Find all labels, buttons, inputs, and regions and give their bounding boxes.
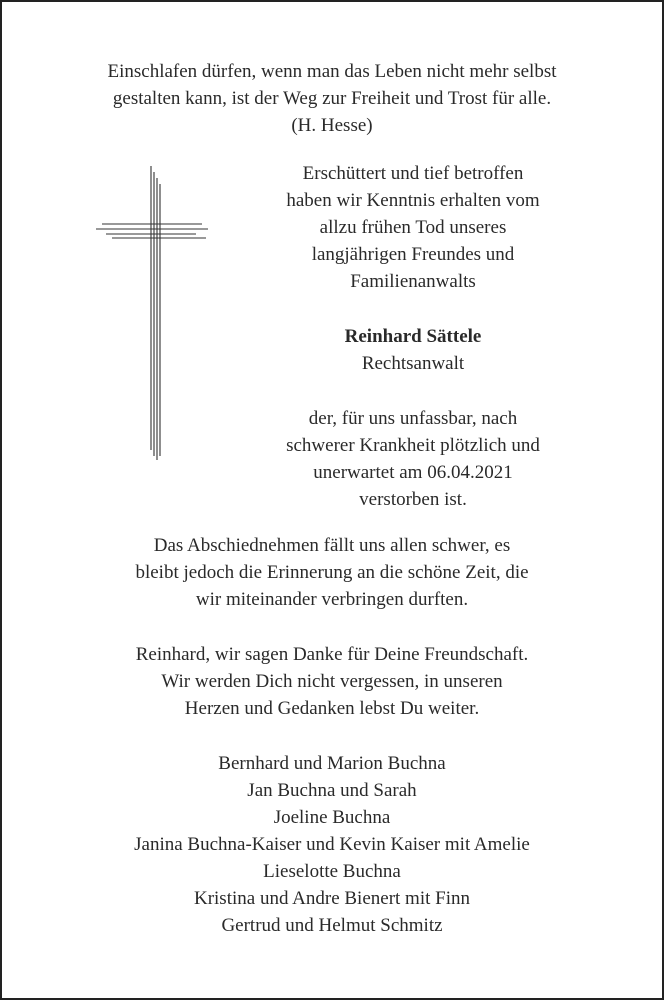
intro-line: Familienanwalts	[350, 271, 476, 292]
thanks-line: Herzen und Gedanken lebst Du weiter.	[184, 698, 480, 719]
quote-line: Einschlafen dürfen, wenn man das Leben nicht mehr selbst	[107, 61, 557, 82]
thanks-line: Reinhard, wir sagen Danke für Deine Freundschaft.	[135, 644, 529, 665]
quote-author: (H. Hesse)	[291, 115, 373, 136]
death-notice-line: unerwartet am 06.04.2021	[313, 462, 513, 483]
mourner-name: Kristina und Andre Bienert mit Finn	[193, 888, 470, 909]
deceased-name: Reinhard Sättele	[344, 326, 482, 347]
death-notice-line: schwerer Krankheit plötzlich und	[286, 435, 540, 456]
quote-line: gestalten kann, ist der Weg zur Freiheit und Trost für alle.	[112, 88, 552, 109]
death-notice-line: verstorben ist.	[359, 489, 467, 510]
mourner-name: Gertrud und Helmut Schmitz	[221, 915, 443, 936]
mourner-name: Bernhard und Marion Buchna	[218, 753, 446, 774]
farewell-line: wir miteinander verbringen durften.	[195, 589, 469, 610]
farewell-line: bleibt jedoch die Erinnerung an die schöne Zeit, die	[135, 562, 529, 583]
farewell-line: Das Abschiednehmen fällt uns allen schwer, es	[153, 535, 511, 556]
mourner-name: Janina Buchna-Kaiser und Kevin Kaiser mit Amelie	[134, 834, 530, 855]
mourner-name: Jan Buchna und Sarah	[247, 780, 417, 801]
death-notice-line: der, für uns unfassbar, nach	[308, 408, 518, 429]
intro-line: Erschüttert und tief betroffen	[302, 163, 524, 184]
deceased-profession: Rechtsanwalt	[361, 353, 465, 374]
thanks-line: Wir werden Dich nicht vergessen, in unseren	[161, 671, 503, 692]
intro-line: allzu frühen Tod unseres	[319, 217, 507, 238]
intro-line: langjährigen Freundes und	[311, 244, 515, 265]
mourner-name: Joeline Buchna	[273, 807, 391, 828]
mourner-name: Lieselotte Buchna	[263, 861, 401, 882]
intro-line: haben wir Kenntnis erhalten vom	[286, 190, 540, 211]
